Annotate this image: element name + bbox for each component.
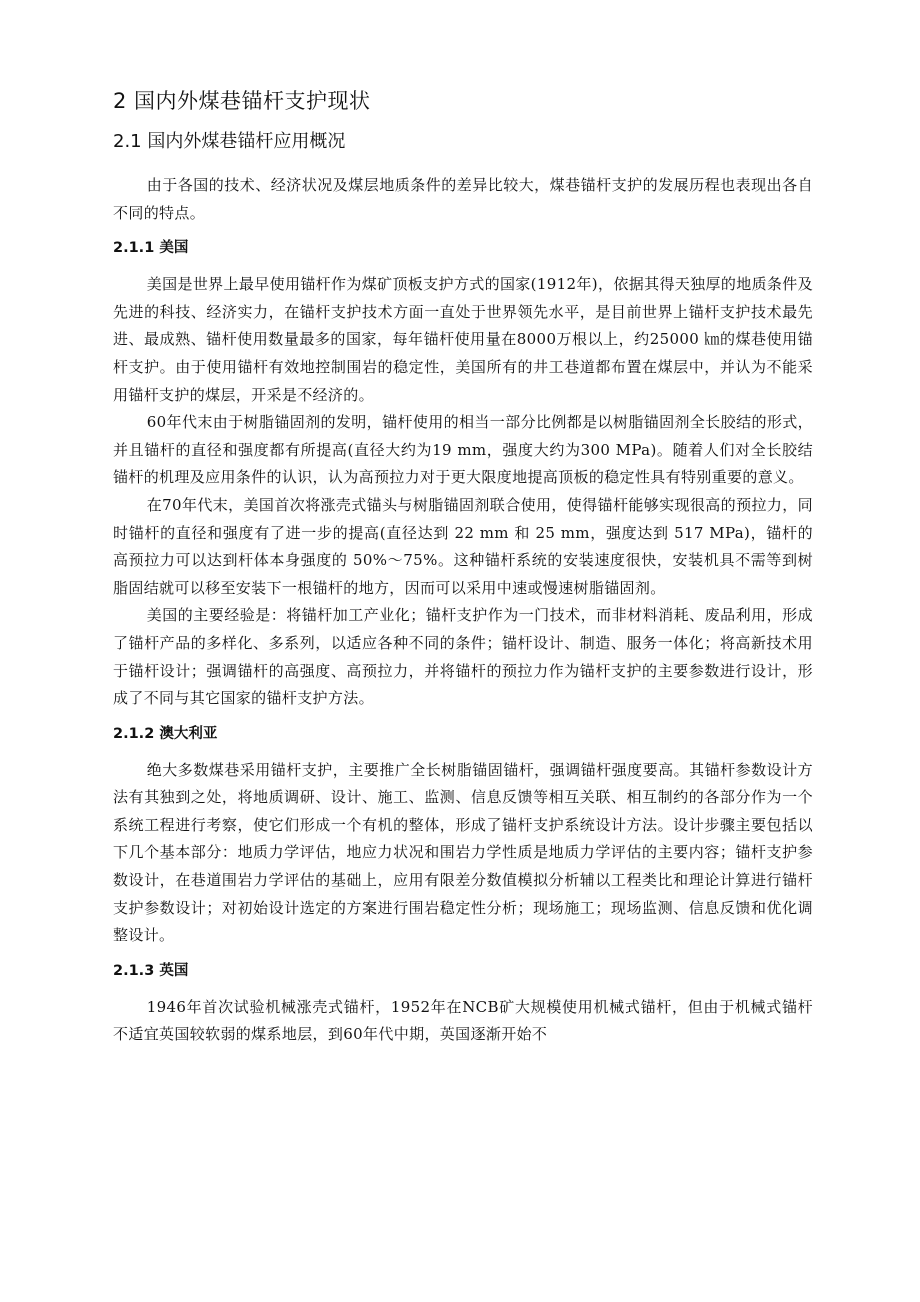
uk-paragraph-1: 1946年首次试验机械涨壳式锚杆，1952年在NCB矿大规模使用机械式锚杆，但由于机械式锚杆不适宜英国较软弱的煤系地层，到60年代中期，英国逐渐开始不 [113, 997, 813, 1044]
document-body [113, 86, 813, 1049]
usa-paragraph-1: 美国是世界上最早使用锚杆作为煤矿顶板支护方式的国家(1912年)，依据其得天独厚的地质条件及先进的科技、经济实力，在锚杆支护技术方面一直处于世界领先水平，是目前世界上锚杆支护技术最先进、最成熟、锚杆使用数量最多的国家，每年锚杆使用量在8000万根以上，约25000 ㎞的煤巷使用锚杆支护。由于使用锚杆有效地控制围岩的稳定性，美国所有的井工巷道都布置在煤层中，并认为不能采用锚杆支护的煤层，开采是不经济的。 [113, 275, 813, 404]
usa-paragraph-3: 在70年代末，美国首次将涨壳式锚头与树脂锚固剂联合使用，使得锚杆能够实现很高的预拉力，同时锚杆的直径和强度有了进一步的提高(直径达到 22 mm 和 25 mm，强度达到 517 MPa)，锚杆的高预拉力可以达到杆体本身强度的 50%～75%。这种锚杆系统的安装速度很快，安装机具不需等到树脂固结就可以移至安装下一根锚杆的地方，因而可以采用中速或慢速树脂锚固剂。 [113, 495, 813, 597]
chapter-title: 2 国内外煤巷锚杆支护现状 [113, 89, 371, 113]
subsection-heading-uk: 2.1.3 英国 [113, 962, 189, 979]
subsection-heading-usa: 2.1.1 美国 [113, 240, 189, 257]
australia-paragraph-1: 绝大多数煤巷采用锚杆支护，主要推广全长树脂锚固锚杆，强调锚杆强度要高。其锚杆参数设计方法有其独到之处，将地质调研、设计、施工、监测、信息反馈等相互关联、相互制约的各部分作为一个系统工程进行考察，使它们形成一个有机的整体，形成了锚杆支护系统设计方法。设计步骤主要包括以下几个基本部分：地质力学评估，地应力状况和围岩力学性质是地质力学评估的主要内容；锚杆支护参数设计，在巷道围岩力学评估的基础上，应用有限差分数值模拟分析辅以工程类比和理论计算进行锚杆支护参数设计；对初始设计选定的方案进行围岩稳定性分析；现场施工；现场监测、信息反馈和优化调整设计。 [113, 760, 813, 945]
usa-paragraph-4: 美国的主要经验是：将锚杆加工产业化；锚杆支护作为一门技术，而非材料消耗、废品利用，形成了锚杆产品的多样化、多系列，以适应各种不同的条件；锚杆设计、制造、服务一体化；将高新技术用于锚杆设计；强调锚杆的高强度、高预拉力，并将锚杆的预拉力作为锚杆支护的主要参数进行设计，形成了不同与其它国家的锚杆支护方法。 [113, 606, 813, 708]
section-title: 2.1 国内外煤巷锚杆应用概况 [113, 131, 346, 152]
usa-paragraph-2: 60年代末由于树脂锚固剂的发明，锚杆使用的相当一部分比例都是以树脂锚固剂全长胶结的形式，并且锚杆的直径和强度都有所提高(直径大约为19 mm，强度大约为300 MPa)。随着人们对全长胶结锚杆的机理及应用条件的认识，认为高预拉力对于更大限度地提高顶板的稳定性具有特别重要的意义。 [113, 413, 813, 487]
intro-paragraph: 由于各国的技术、经济状况及煤层地质条件的差异比较大，煤巷锚杆支护的发展历程也表现出各自不同的特点。 [113, 176, 813, 222]
subsection-heading-australia: 2.1.2 澳大利亚 [113, 725, 218, 742]
